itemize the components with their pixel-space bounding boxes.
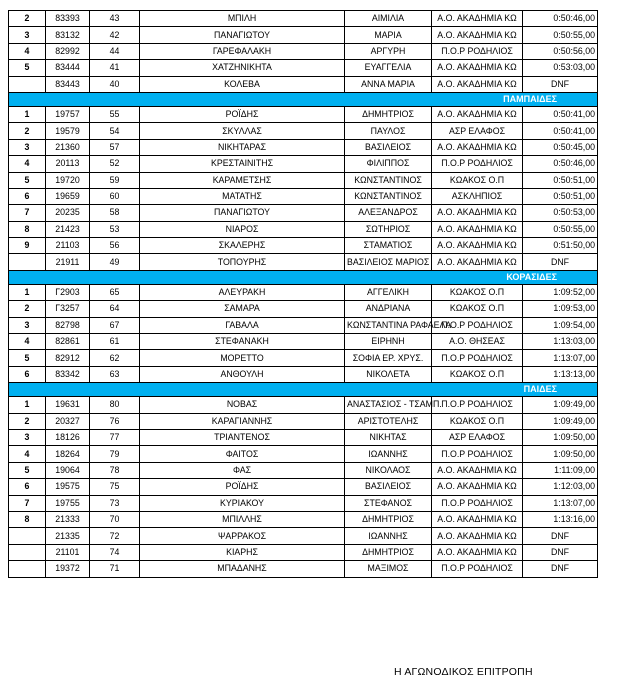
finish-time-cell: 0:53:03,00	[523, 60, 598, 76]
bib-number-cell: 76	[90, 413, 140, 429]
athlete-id-cell: 19757	[46, 106, 90, 122]
finish-time-cell: 1:09:49,00	[523, 397, 598, 413]
table-row	[9, 156, 598, 172]
finish-time-cell: 0:50:46,00	[523, 156, 598, 172]
finish-time-cell: 1:09:50,00	[523, 429, 598, 445]
club-cell: Π.Ο.Ρ ΡΟΔΗΛΙΟΣ	[432, 43, 523, 59]
athlete-id-cell: Γ3257	[46, 301, 90, 317]
rank-cell: 2	[9, 413, 46, 429]
rank-cell: 3	[9, 27, 46, 43]
finish-time-cell: 0:50:41,00	[523, 123, 598, 139]
first-name-cell: ΝΙΚΗΤΑΣ	[345, 429, 432, 445]
athlete-id-cell: 19579	[46, 123, 90, 139]
club-cell: Α.Ο. ΑΚΑΔΗΜΙΑ ΚΩ	[432, 238, 523, 254]
rank-cell: 5	[9, 172, 46, 188]
surname-cell: ΠΑΝΑΓΙΩΤΟΥ	[140, 205, 345, 221]
rank-cell: 6	[9, 188, 46, 204]
club-cell: Π.Ο.Ρ ΡΟΔΗΛΙΟΣ	[432, 156, 523, 172]
athlete-id-cell: 18126	[46, 429, 90, 445]
finish-time-cell: 0:50:41,00	[523, 106, 598, 122]
surname-cell: ΝΟΒΑΣ	[140, 397, 345, 413]
finish-time-cell: 1:09:50,00	[523, 446, 598, 462]
club-cell: ΚΩΑΚΟΣ Ο.Π	[432, 301, 523, 317]
rank-cell: 3	[9, 139, 46, 155]
athlete-id-cell: 21360	[46, 139, 90, 155]
club-cell: Α.Ο. ΑΚΑΔΗΜΙΑ ΚΩ	[432, 139, 523, 155]
bib-number-cell: 75	[90, 479, 140, 495]
surname-cell: ΦΑΣ	[140, 462, 345, 478]
first-name-cell: ΝΙΚΟΛΑΟΣ	[345, 462, 432, 478]
table-row	[9, 511, 598, 527]
bib-number-cell: 78	[90, 462, 140, 478]
first-name-cell: ΣΟΦΙΑ ΕΡ. ΧΡΥΣ.	[345, 350, 432, 366]
club-cell: Α.Ο. ΑΚΑΔΗΜΙΑ ΚΩ	[432, 462, 523, 478]
surname-cell: ΣΑΜΑΡΑ	[140, 301, 345, 317]
bib-number-cell: 79	[90, 446, 140, 462]
table-row	[9, 544, 598, 560]
rank-cell: 9	[9, 238, 46, 254]
first-name-cell: ΒΑΣΙΛΕΙΟΣ	[345, 479, 432, 495]
bib-number-cell: 60	[90, 188, 140, 204]
rank-cell: 4	[9, 334, 46, 350]
finish-time-cell: 1:11:09,00	[523, 462, 598, 478]
first-name-cell: ΕΥΑΓΓΕΛΙΑ	[345, 60, 432, 76]
surname-cell: ΜΠΙΛΗ	[140, 11, 345, 27]
athlete-id-cell: 82861	[46, 334, 90, 350]
surname-cell: ΣΚΑΛΕΡΗΣ	[140, 238, 345, 254]
finish-time-cell: 1:09:53,00	[523, 301, 598, 317]
surname-cell: ΜΑΤΑΤΗΣ	[140, 188, 345, 204]
table-row	[9, 317, 598, 333]
bib-number-cell: 41	[90, 60, 140, 76]
bib-number-cell: 49	[90, 254, 140, 270]
bib-number-cell: 53	[90, 221, 140, 237]
rank-cell	[9, 528, 46, 544]
club-cell: ΑΣΡ ΕΛΑΦΟΣ	[432, 429, 523, 445]
club-cell: Α.Ο. ΘΗΣΕΑΣ	[432, 334, 523, 350]
rank-cell: 3	[9, 429, 46, 445]
table-row	[9, 106, 598, 122]
section-title: ΠΑΜΠΑΙΔΕΣ	[9, 92, 598, 106]
bib-number-cell: 67	[90, 317, 140, 333]
bib-number-cell: 52	[90, 156, 140, 172]
club-cell: Α.Ο. ΑΚΑΔΗΜΙΑ ΚΩ	[432, 528, 523, 544]
bib-number-cell: 56	[90, 238, 140, 254]
rank-cell: 2	[9, 11, 46, 27]
club-cell: Π.Ο.Ρ ΡΟΔΗΛΙΟΣ	[432, 561, 523, 577]
athlete-id-cell: 82798	[46, 317, 90, 333]
table-row	[9, 495, 598, 511]
first-name-cell: ΣΩΤΗΡΙΟΣ	[345, 221, 432, 237]
table-row	[9, 397, 598, 413]
finish-time-cell: DNF	[523, 544, 598, 560]
club-cell: ΑΣΡ ΕΛΑΦΟΣ	[432, 123, 523, 139]
club-cell: Π.Ο.Ρ ΡΟΔΗΛΙΟΣ	[432, 350, 523, 366]
rank-cell: 4	[9, 156, 46, 172]
rank-cell	[9, 76, 46, 92]
surname-cell: ΣΚΥΛΛΑΣ	[140, 123, 345, 139]
table-row	[9, 350, 598, 366]
bib-number-cell: 72	[90, 528, 140, 544]
first-name-cell: ΚΩΝΣΤΑΝΤΙΝΑ ΡΑΦΑΕΛΑ	[345, 317, 432, 333]
first-name-cell: ΑΝΝΑ ΜΑΡΙΑ	[345, 76, 432, 92]
bib-number-cell: 63	[90, 366, 140, 382]
first-name-cell: ΕΙΡΗΝΗ	[345, 334, 432, 350]
finish-time-cell: 0:50:53,00	[523, 205, 598, 221]
rank-cell: 3	[9, 317, 46, 333]
surname-cell: ΡΟΪΔΗΣ	[140, 106, 345, 122]
table-row	[9, 366, 598, 382]
table-row	[9, 123, 598, 139]
finish-time-cell: 1:13:16,00	[523, 511, 598, 527]
rank-cell: 4	[9, 43, 46, 59]
bib-number-cell: 40	[90, 76, 140, 92]
first-name-cell: ΑΡΙΣΤΟΤΕΛΗΣ	[345, 413, 432, 429]
bib-number-cell: 57	[90, 139, 140, 155]
first-name-cell: ΝΙΚΟΛΕΤΑ	[345, 366, 432, 382]
bib-number-cell: 74	[90, 544, 140, 560]
rank-cell	[9, 254, 46, 270]
club-cell: Π.Ο.Ρ ΡΟΔΗΛΙΟΣ	[432, 397, 523, 413]
finish-time-cell: DNF	[523, 254, 598, 270]
club-cell: Α.Ο. ΑΚΑΔΗΜΙΑ ΚΩ	[432, 11, 523, 27]
club-cell: Α.Ο. ΑΚΑΔΗΜΙΑ ΚΩ	[432, 511, 523, 527]
surname-cell: ΚΙΑΡΗΣ	[140, 544, 345, 560]
rank-cell: 8	[9, 511, 46, 527]
surname-cell: ΦΑΙΤΟΣ	[140, 446, 345, 462]
athlete-id-cell: 83443	[46, 76, 90, 92]
surname-cell: ΠΑΝΑΓΙΩΤΟΥ	[140, 27, 345, 43]
rank-cell	[9, 561, 46, 577]
first-name-cell: ΦΙΛΙΠΠΟΣ	[345, 156, 432, 172]
table-row	[9, 479, 598, 495]
bib-number-cell: 59	[90, 172, 140, 188]
table-row	[9, 462, 598, 478]
finish-time-cell: 1:13:13,00	[523, 366, 598, 382]
surname-cell: ΡΟΪΔΗΣ	[140, 479, 345, 495]
first-name-cell: ΔΗΜΗΤΡΙΟΣ	[345, 544, 432, 560]
athlete-id-cell: 19575	[46, 479, 90, 495]
finish-time-cell: 0:50:55,00	[523, 27, 598, 43]
first-name-cell: ΠΑΥΛΟΣ	[345, 123, 432, 139]
results-table	[8, 10, 598, 578]
club-cell: ΚΩΑΚΟΣ Ο.Π	[432, 172, 523, 188]
section-title: ΚΟΡΑΣΙΔΕΣ	[9, 270, 598, 284]
finish-time-cell: 0:51:50,00	[523, 238, 598, 254]
finish-time-cell: 1:12:03,00	[523, 479, 598, 495]
first-name-cell: ΑΛΕΞΑΝΔΡΟΣ	[345, 205, 432, 221]
finish-time-cell: 0:50:46,00	[523, 11, 598, 27]
club-cell: Α.Ο. ΑΚΑΔΗΜΙΑ ΚΩ	[432, 60, 523, 76]
table-row	[9, 172, 598, 188]
table-row	[9, 334, 598, 350]
first-name-cell: ΒΑΣΙΛΕΙΟΣ ΜΑΡΙΟΣ	[345, 254, 432, 270]
finish-time-cell: 1:09:49,00	[523, 413, 598, 429]
rank-cell: 8	[9, 221, 46, 237]
surname-cell: ΑΛΕΥΡΑΚΗ	[140, 284, 345, 300]
athlete-id-cell: 83342	[46, 366, 90, 382]
athlete-id-cell: 83132	[46, 27, 90, 43]
first-name-cell: ΑΝΔΡΙΑΝΑ	[345, 301, 432, 317]
rank-cell: 6	[9, 366, 46, 382]
surname-cell: ΝΙΑΡΟΣ	[140, 221, 345, 237]
athlete-id-cell: 20327	[46, 413, 90, 429]
table-row	[9, 60, 598, 76]
finish-time-cell: 0:50:45,00	[523, 139, 598, 155]
bib-number-cell: 65	[90, 284, 140, 300]
club-cell: Α.Ο. ΑΚΑΔΗΜΙΑ ΚΩ	[432, 106, 523, 122]
club-cell: Α.Ο. ΑΚΑΔΗΜΙΑ ΚΩ	[432, 544, 523, 560]
bib-number-cell: 54	[90, 123, 140, 139]
first-name-cell: ΑΡΓΥΡΗ	[345, 43, 432, 59]
club-cell: Α.Ο. ΑΚΑΔΗΜΙΑ ΚΩ	[432, 27, 523, 43]
athlete-id-cell: 19720	[46, 172, 90, 188]
athlete-id-cell: 20235	[46, 205, 90, 221]
first-name-cell: ΙΩΑΝΝΗΣ	[345, 528, 432, 544]
rank-cell: 4	[9, 446, 46, 462]
rank-cell: 7	[9, 205, 46, 221]
athlete-id-cell: 21335	[46, 528, 90, 544]
signature-line: Η ΑΓΩΝΟΔΙΚΟΣ ΕΠΙΤΡΟΠΗ	[394, 666, 533, 678]
athlete-id-cell: 19631	[46, 397, 90, 413]
club-cell: ΚΩΑΚΟΣ Ο.Π	[432, 284, 523, 300]
rank-cell: 2	[9, 123, 46, 139]
athlete-id-cell: 20113	[46, 156, 90, 172]
first-name-cell: ΜΑΡΙΑ	[345, 27, 432, 43]
bib-number-cell: 62	[90, 350, 140, 366]
table-row	[9, 43, 598, 59]
athlete-id-cell: 83393	[46, 11, 90, 27]
bib-number-cell: 77	[90, 429, 140, 445]
athlete-id-cell: 19064	[46, 462, 90, 478]
athlete-id-cell: 21103	[46, 238, 90, 254]
bib-number-cell: 42	[90, 27, 140, 43]
section-header-row	[9, 270, 598, 284]
athlete-id-cell: 21911	[46, 254, 90, 270]
first-name-cell: ΑΙΜΙΛΙΑ	[345, 11, 432, 27]
finish-time-cell: 1:09:54,00	[523, 317, 598, 333]
table-row	[9, 254, 598, 270]
surname-cell: ΤΟΠΟΥΡΗΣ	[140, 254, 345, 270]
surname-cell: ΚΡΕΣΤΑΙΝΙΤΗΣ	[140, 156, 345, 172]
bib-number-cell: 58	[90, 205, 140, 221]
surname-cell: ΜΠΑΔΑΝΗΣ	[140, 561, 345, 577]
surname-cell: ΑΝΘΟΥΛΗ	[140, 366, 345, 382]
first-name-cell: ΙΩΑΝΝΗΣ	[345, 446, 432, 462]
finish-time-cell: DNF	[523, 561, 598, 577]
surname-cell: ΚΑΡΑΜΕΤΣΗΣ	[140, 172, 345, 188]
table-row	[9, 561, 598, 577]
first-name-cell: ΔΗΜΗΤΡΙΟΣ	[345, 511, 432, 527]
athlete-id-cell: 82992	[46, 43, 90, 59]
bib-number-cell: 64	[90, 301, 140, 317]
surname-cell: ΚΑΡΑΓΙΑΝΝΗΣ	[140, 413, 345, 429]
rank-cell: 1	[9, 397, 46, 413]
athlete-id-cell: 21333	[46, 511, 90, 527]
table-row	[9, 27, 598, 43]
rank-cell: 6	[9, 479, 46, 495]
table-row	[9, 284, 598, 300]
first-name-cell: ΑΝΑΣΤΑΣΙΟΣ - ΤΣΑΜΠ.	[345, 397, 432, 413]
surname-cell: ΤΡΙΑΝΤΕΝΟΣ	[140, 429, 345, 445]
athlete-id-cell: Γ2903	[46, 284, 90, 300]
rank-cell: 5	[9, 60, 46, 76]
table-row	[9, 221, 598, 237]
bib-number-cell: 61	[90, 334, 140, 350]
club-cell: Α.Ο. ΑΚΑΔΗΜΙΑ ΚΩ	[432, 76, 523, 92]
rank-cell: 7	[9, 495, 46, 511]
table-row	[9, 429, 598, 445]
surname-cell: ΓΑΒΑΛΑ	[140, 317, 345, 333]
athlete-id-cell: 21423	[46, 221, 90, 237]
section-title: ΠΑΙΔΕΣ	[9, 383, 598, 397]
first-name-cell: ΜΑΞΙΜΟΣ	[345, 561, 432, 577]
first-name-cell: ΣΤΑΜΑΤΙΟΣ	[345, 238, 432, 254]
surname-cell: ΜΠΙΛΛΗΣ	[140, 511, 345, 527]
athlete-id-cell: 19372	[46, 561, 90, 577]
athlete-id-cell: 19755	[46, 495, 90, 511]
rank-cell: 1	[9, 284, 46, 300]
surname-cell: ΝΙΚΗΤΑΡΑΣ	[140, 139, 345, 155]
club-cell: Π.Ο.Ρ ΡΟΔΗΛΙΟΣ	[432, 446, 523, 462]
table-row	[9, 238, 598, 254]
first-name-cell: ΣΤΕΦΑΝΟΣ	[345, 495, 432, 511]
finish-time-cell: 0:50:55,00	[523, 221, 598, 237]
club-cell: Α.Ο. ΑΚΑΔΗΜΙΑ ΚΩ	[432, 254, 523, 270]
athlete-id-cell: 18264	[46, 446, 90, 462]
club-cell: ΚΩΑΚΟΣ Ο.Π	[432, 413, 523, 429]
athlete-id-cell: 21101	[46, 544, 90, 560]
club-cell: Π.Ο.Ρ ΡΟΔΗΛΙΟΣ	[432, 317, 523, 333]
rank-cell: 1	[9, 106, 46, 122]
surname-cell: ΚΥΡΙΑΚΟΥ	[140, 495, 345, 511]
finish-time-cell: 0:50:56,00	[523, 43, 598, 59]
surname-cell: ΓΑΡΕΦΑΛΑΚΗ	[140, 43, 345, 59]
bib-number-cell: 44	[90, 43, 140, 59]
athlete-id-cell: 19659	[46, 188, 90, 204]
first-name-cell: ΚΩΝΣΤΑΝΤΙΝΟΣ	[345, 172, 432, 188]
finish-time-cell: 1:13:03,00	[523, 334, 598, 350]
rank-cell: 5	[9, 462, 46, 478]
table-row	[9, 139, 598, 155]
finish-time-cell: 1:13:07,00	[523, 350, 598, 366]
first-name-cell: ΑΓΓΕΛΙΚΗ	[345, 284, 432, 300]
athlete-id-cell: 83444	[46, 60, 90, 76]
first-name-cell: ΚΩΝΣΤΑΝΤΙΝΟΣ	[345, 188, 432, 204]
finish-time-cell: 0:50:51,00	[523, 188, 598, 204]
first-name-cell: ΒΑΣΙΛΕΙΟΣ	[345, 139, 432, 155]
bib-number-cell: 43	[90, 11, 140, 27]
results-body	[9, 11, 598, 578]
bib-number-cell: 71	[90, 561, 140, 577]
surname-cell: ΣΤΕΦΑΝΑΚΗ	[140, 334, 345, 350]
table-row	[9, 188, 598, 204]
club-cell: Π.Ο.Ρ ΡΟΔΗΛΙΟΣ	[432, 495, 523, 511]
surname-cell: ΨΑΡΡΑΚΟΣ	[140, 528, 345, 544]
bib-number-cell: 73	[90, 495, 140, 511]
club-cell: Α.Ο. ΑΚΑΔΗΜΙΑ ΚΩ	[432, 205, 523, 221]
table-row	[9, 205, 598, 221]
table-row	[9, 528, 598, 544]
club-cell: Α.Ο. ΑΚΑΔΗΜΙΑ ΚΩ	[432, 221, 523, 237]
club-cell: Α.Ο. ΑΚΑΔΗΜΙΑ ΚΩ	[432, 479, 523, 495]
finish-time-cell: DNF	[523, 528, 598, 544]
table-row	[9, 446, 598, 462]
rank-cell	[9, 544, 46, 560]
finish-time-cell: 1:09:52,00	[523, 284, 598, 300]
section-header-row	[9, 92, 598, 106]
finish-time-cell: 1:13:07,00	[523, 495, 598, 511]
rank-cell: 2	[9, 301, 46, 317]
first-name-cell: ΔΗΜΗΤΡΙΟΣ	[345, 106, 432, 122]
surname-cell: ΚΟΛΕΒΑ	[140, 76, 345, 92]
table-row	[9, 11, 598, 27]
club-cell: ΚΩΑΚΟΣ Ο.Π	[432, 366, 523, 382]
table-row	[9, 301, 598, 317]
table-row	[9, 76, 598, 92]
rank-cell: 5	[9, 350, 46, 366]
finish-time-cell: 0:50:51,00	[523, 172, 598, 188]
bib-number-cell: 70	[90, 511, 140, 527]
section-header-row	[9, 383, 598, 397]
bib-number-cell: 80	[90, 397, 140, 413]
table-row	[9, 413, 598, 429]
surname-cell: ΜΟΡΕΤΤΟ	[140, 350, 345, 366]
finish-time-cell: DNF	[523, 76, 598, 92]
bib-number-cell: 55	[90, 106, 140, 122]
surname-cell: ΧΑΤΖΗΝΙΚΗΤΑ	[140, 60, 345, 76]
club-cell: ΑΣΚΛΗΠΙΟΣ	[432, 188, 523, 204]
athlete-id-cell: 82912	[46, 350, 90, 366]
